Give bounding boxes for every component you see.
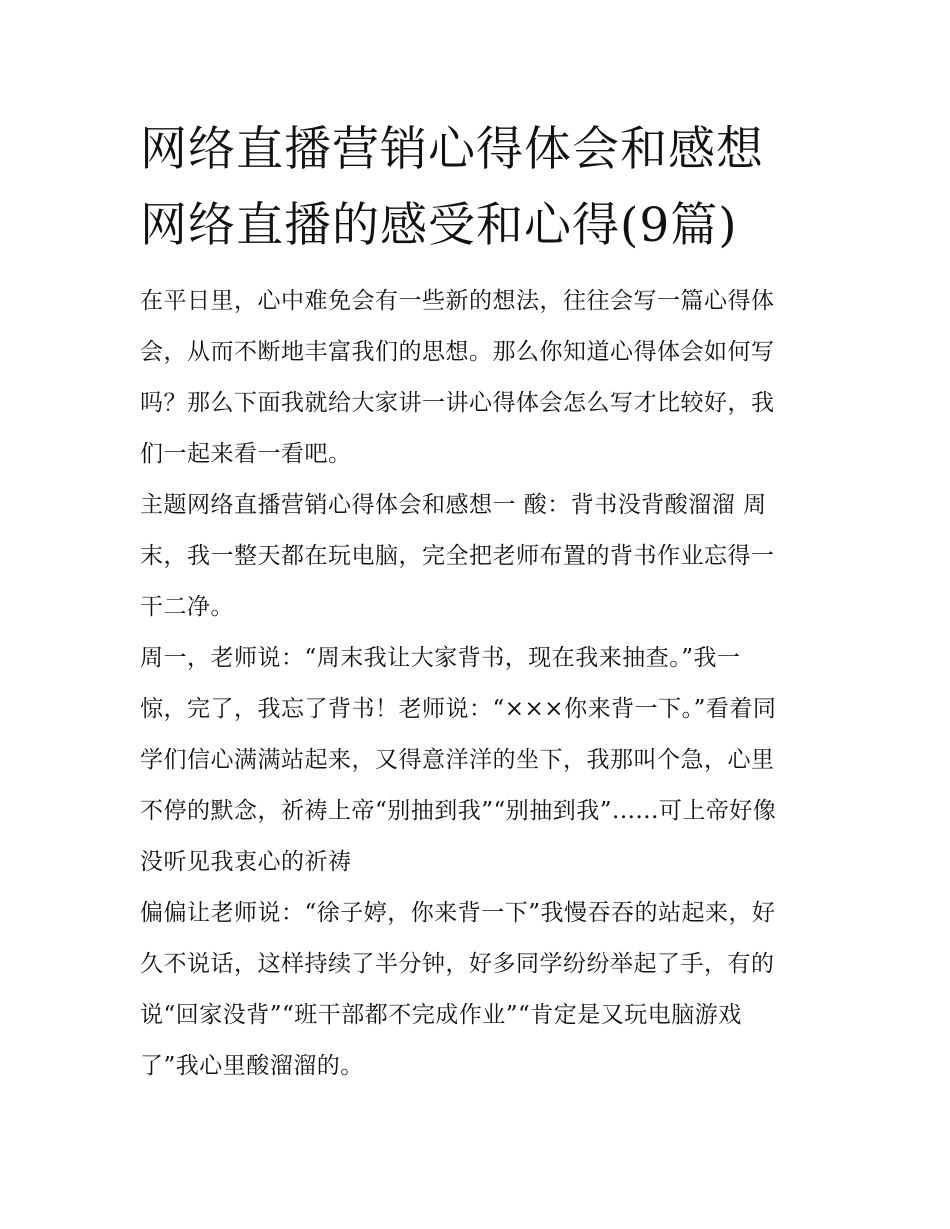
paragraph-line: 久不说话，这样持续了半分钟，好多同学纷纷举起了手，有的: [140, 951, 775, 977]
paragraph-line: 吗？那么下面我就给大家讲一讲心得体会怎么写才比较好，我: [140, 390, 775, 416]
paragraph-line: 了”我心里酸溜溜的。: [140, 1053, 364, 1079]
title-line: 网络直播的感受和心得(9篇): [140, 198, 738, 253]
body-paragraph: [140, 480, 820, 633]
paragraph-line: 干二净。: [140, 594, 234, 620]
paragraph-line: 末，我一整天都在玩电脑，完全把老师布置的背书作业忘得一: [140, 543, 775, 569]
document-title: [140, 112, 820, 264]
paragraph-line: 们一起来看一看吧。: [140, 441, 352, 467]
paragraph-line: 没听见我衷心的祈祷: [140, 849, 352, 875]
paragraph-line: 在平日里，心中难免会有一些新的想法，往往会写一篇心得体: [140, 288, 775, 314]
paragraph-line: 会，从而不断地丰富我们的思想。那么你知道心得体会如何写: [140, 339, 775, 365]
title-line: 网络直播营销心得体会和感想: [140, 122, 764, 177]
paragraph-line: 说“回家没背”“班干部都不完成作业”“肯定是又玩电脑游戏: [140, 1002, 742, 1028]
paragraph-line: 惊，完了，我忘了背书！老师说：“×××你来背一下。”看着同: [140, 696, 777, 722]
paragraph-line: 偏偏让老师说：“徐子婷，你来背一下”我慢吞吞的站起来，好: [140, 900, 776, 926]
intro-paragraph: [140, 276, 820, 480]
paragraph-line: 周一，老师说：“周末我让大家背书，现在我来抽查。”我一: [140, 645, 741, 671]
body-paragraph: [140, 888, 820, 1092]
document-body: [140, 112, 820, 1092]
paragraph-line: 学们信心满满站起来，又得意洋洋的坐下，我那叫个急，心里: [140, 747, 775, 773]
body-paragraph: [140, 633, 820, 888]
paragraph-line: 主题网络直播营销心得体会和感想一 酸：背书没背酸溜溜 周: [140, 492, 767, 518]
paragraph-line: 不停的默念，祈祷上帝“别抽到我”“别抽到我”......可上帝好像: [140, 798, 777, 824]
